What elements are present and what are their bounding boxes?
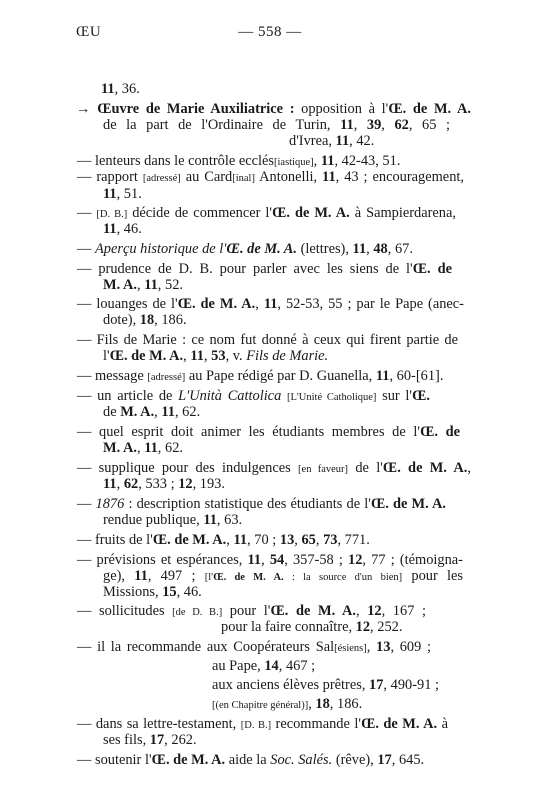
index-line: — prévisions et espérances, 11, 54, 357-58 ; 12, 77 ; (témoigna- [77, 552, 463, 568]
index-line: de M. A., 11, 62. [103, 404, 201, 420]
index-line: — il la recommande aux Coopérateurs Sal[ésiens], 13, 609 ; [77, 639, 431, 655]
running-head: ŒU [76, 24, 102, 40]
index-line: ge), 11, 497 ; [l'Œ. de M. A. : la source d'un bien] pour les [103, 568, 463, 584]
index-line: — Fils de Marie : ce nom fut donné à ceux qui firent partie de [77, 332, 458, 348]
index-line: → Œuvre de Marie Auxiliatrice : opposition à l'Œ. de M. A. [76, 101, 471, 117]
index-line: ses fils, 17, 262. [103, 732, 197, 748]
index-line: M. A., 11, 62. [103, 440, 183, 456]
index-line: — soutenir l'Œ. de M. A. aide la Soc. Salés. (rêve), 17, 645. [77, 752, 425, 768]
index-line: l'Œ. de M. A., 11, 53, v. Fils de Marie. [103, 348, 329, 364]
index-line: dote), 18, 186. [103, 312, 187, 328]
index-line: rendue publique, 11, 63. [103, 512, 243, 528]
index-line: 11, 62, 533 ; 12, 193. [103, 476, 225, 492]
index-line: pour la faire connaître, 12, 252. [221, 619, 403, 635]
index-line: de la part de l'Ordinaire de Turin, 11, 39, 62, 65 ; [103, 117, 451, 133]
index-line: — sollicitudes [de D. B.] pour l'Œ. de M. A., 12, 167 ; [77, 603, 426, 619]
index-line: — Aperçu historique de l'Œ. de M. A. (lettres), 11, 48, 67. [77, 241, 413, 257]
index-line: aux anciens élèves prêtres, 17, 490-91 ; [212, 677, 439, 693]
index-line: 11, 51. [103, 186, 142, 202]
index-line: — fruits de l'Œ. de M. A., 11, 70 ; 13, 65, 73, 771. [77, 532, 370, 548]
index-line: 11, 46. [103, 221, 142, 237]
index-line: [(en Chapitre général)], 18, 186. [212, 696, 363, 712]
index-line: — quel esprit doit animer les étudiants membres de l'Œ. de [77, 424, 460, 440]
index-line: — 1876 : description statistique des étudiants de l'Œ. de M. A. [77, 496, 446, 512]
index-line: 11, 36. [101, 81, 140, 97]
index-line: — message [adressé] au Pape rédigé par D. Guanella, 11, 60-[61]. [77, 368, 444, 384]
page-number: — 558 — [238, 24, 302, 40]
index-line: — supplique pour des indulgences [en faveur] de l'Œ. de M. A., [77, 460, 471, 476]
index-line: — prudence de D. B. pour parler avec les siens de l'Œ. de [77, 261, 452, 277]
index-line: — [D. B.] décide de commencer l'Œ. de M. A. à Sampierdarena, [77, 205, 456, 221]
index-line: d'Ivrea, 11, 42. [289, 133, 375, 149]
index-line: au Pape, 14, 467 ; [212, 658, 316, 674]
index-line: M. A., 11, 52. [103, 277, 183, 293]
index-line: — rapport [adressé] au Card[inal] Antonelli, 11, 43 ; encouragement, [77, 169, 464, 185]
index-line: Missions, 15, 46. [103, 584, 202, 600]
index-line: — un article de L'Unità Cattolica [L'Unité Catholique] sur l'Œ. [77, 388, 431, 404]
index-line: — lenteurs dans le contrôle ecclés[iastique], 11, 42-43, 51. [77, 153, 401, 169]
index-line: — dans sa lettre-testament, [D. B.] recommande l'Œ. de M. A. à [77, 716, 448, 732]
index-line: — louanges de l'Œ. de M. A., 11, 52-53, 55 ; par le Pape (anec- [77, 296, 464, 312]
